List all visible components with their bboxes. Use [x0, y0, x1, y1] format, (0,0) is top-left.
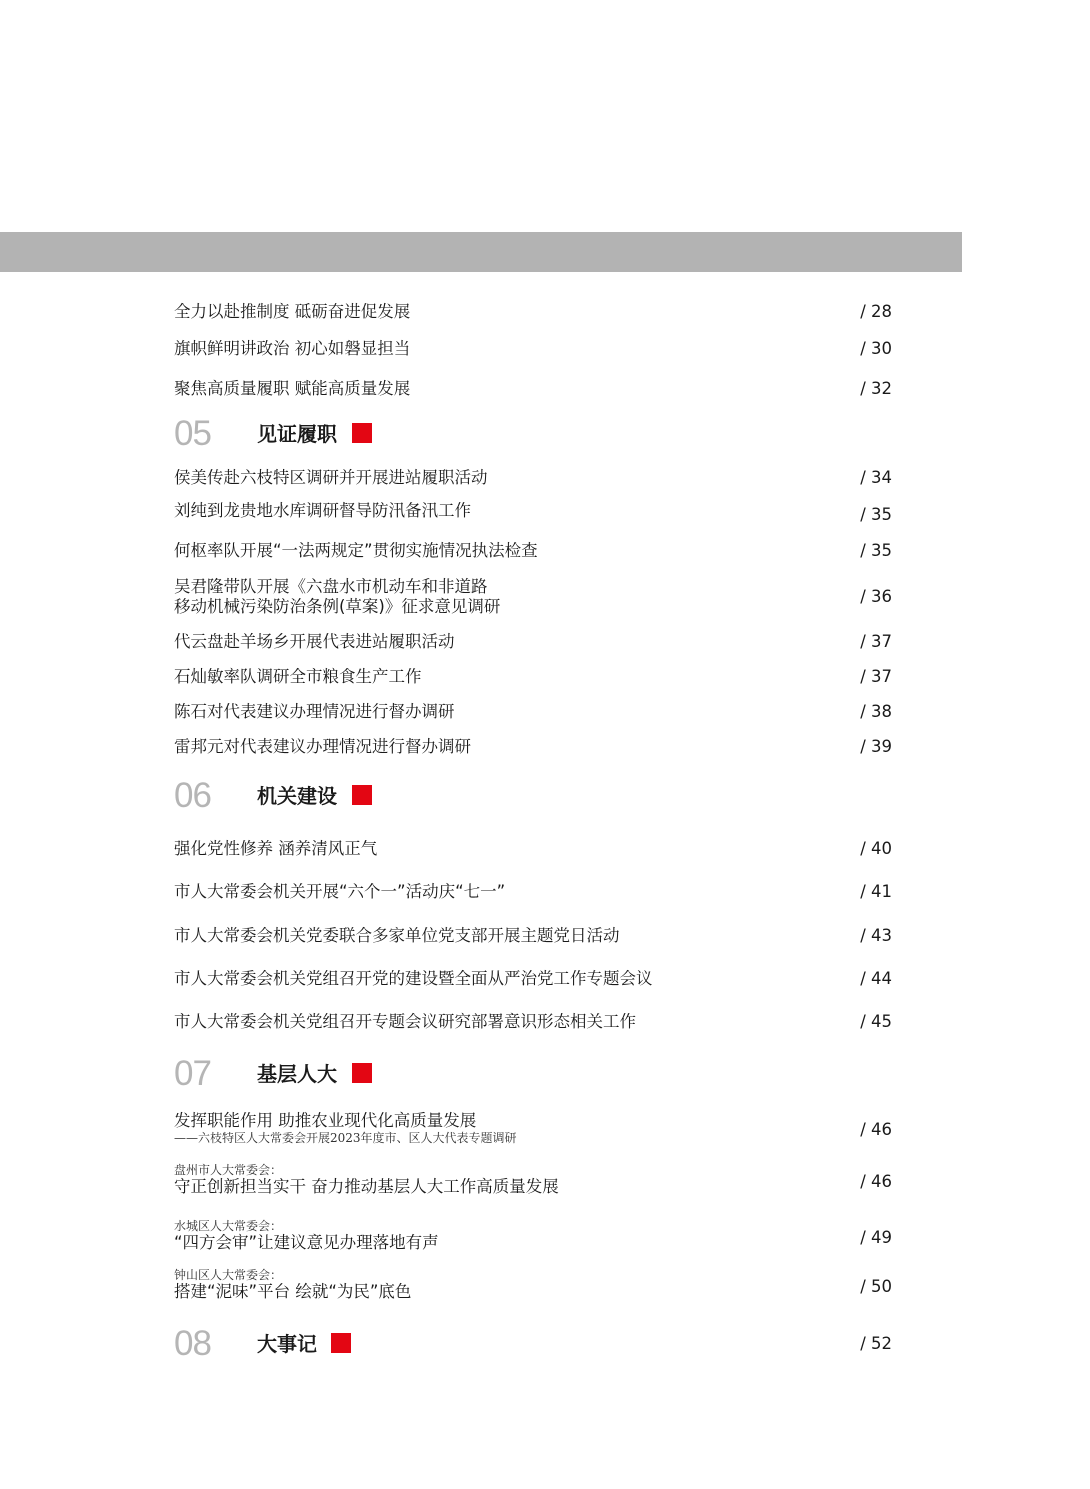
entry-page: / 36 [860, 587, 892, 606]
entry-title: 守正创新担当实干 奋力推动基层人大工作高质量发展 [174, 1177, 559, 1196]
toc-entry[interactable] [174, 1163, 892, 1197]
entry-page: / 35 [860, 541, 892, 560]
red-square-icon [352, 785, 372, 805]
entry-title: 全力以赴推制度 砥砺奋进促发展 [174, 302, 411, 321]
toc-entry[interactable] [174, 667, 892, 687]
toc-entry[interactable] [174, 839, 892, 859]
section-06-header [174, 776, 474, 816]
entry-kicker: 钟山区人大常委会： [174, 1268, 283, 1282]
entry-page: / 37 [860, 667, 892, 686]
toc-entry[interactable] [174, 1012, 892, 1032]
toc-entry[interactable] [174, 926, 892, 946]
entry-page: / 32 [860, 379, 892, 398]
entry-title: 代云盘赴羊场乡开展代表进站履职活动 [174, 632, 455, 651]
entry-page: / 30 [860, 339, 892, 358]
toc-entry[interactable] [174, 577, 892, 617]
section-08-page: / 52 [860, 1334, 892, 1353]
entry-title: 吴君隆带队开展《六盘水市机动车和非道路 [174, 577, 488, 596]
toc-entry[interactable] [174, 1111, 892, 1145]
toc-entry[interactable] [174, 339, 892, 359]
entry-page: / 49 [860, 1228, 892, 1247]
entry-page: / 40 [860, 839, 892, 858]
entry-page: / 35 [860, 505, 892, 524]
section-name: 大事记 [257, 1332, 317, 1356]
entry-title: 搭建“泥味”平台 绘就“为民”底色 [174, 1282, 412, 1301]
section-name: 机关建设 [257, 784, 337, 808]
section-number: 07 [174, 1054, 211, 1093]
entry-page: / 46 [860, 1120, 892, 1139]
entry-title: 发挥职能作用 助推农业现代化高质量发展 [174, 1111, 477, 1130]
section-name: 见证履职 [257, 422, 337, 446]
entry-title: 市人大常委会机关开展“六个一”活动庆“七一” [174, 882, 506, 901]
entry-subtitle: ——六枝特区人大常委会开展2023年度市、区人大代表专题调研 [174, 1131, 517, 1145]
section-number: 05 [174, 414, 211, 453]
toc-entry[interactable] [174, 541, 892, 561]
entry-title: 市人大常委会机关党组召开党的建设暨全面从严治党工作专题会议 [174, 969, 653, 988]
entry-title: 刘纯到龙贵地水库调研督导防汛备汛工作 [174, 501, 471, 520]
toc-entry[interactable] [174, 501, 892, 524]
entry-title: “四方会审”让建议意见办理落地有声 [174, 1233, 439, 1252]
entry-title-line2: 移动机械污染防治条例(草案)》征求意见调研 [174, 597, 501, 616]
section-05-header [174, 414, 474, 454]
entry-page: / 44 [860, 969, 892, 988]
entry-title: 何枢率队开展“一法两规定”贯彻实施情况执法检查 [174, 541, 538, 560]
red-square-icon [352, 423, 372, 443]
toc-entry[interactable] [174, 379, 892, 399]
entry-title: 雷邦元对代表建议办理情况进行督办调研 [174, 737, 471, 756]
entry-page: / 43 [860, 926, 892, 945]
entry-title: 旗帜鲜明讲政治 初心如磐显担当 [174, 339, 411, 358]
section-number: 08 [174, 1324, 211, 1363]
toc-entry[interactable] [174, 1219, 892, 1253]
section-name: 基层人大 [257, 1062, 337, 1086]
entry-page: / 28 [860, 302, 892, 321]
toc-entry[interactable] [174, 702, 892, 722]
entry-kicker: 盘州市人大常委会： [174, 1163, 283, 1177]
section-number: 06 [174, 776, 211, 815]
entry-title: 聚焦高质量履职 赋能高质量发展 [174, 379, 411, 398]
entry-page: / 37 [860, 632, 892, 651]
header-gray-band [0, 232, 962, 272]
toc-entry[interactable] [174, 882, 892, 902]
entry-page: / 34 [860, 468, 892, 487]
toc-entry[interactable] [174, 737, 892, 757]
entry-page: / 46 [860, 1172, 892, 1191]
entry-page: / 50 [860, 1277, 892, 1296]
entry-title: 强化党性修养 涵养清风正气 [174, 839, 378, 858]
entry-page: / 45 [860, 1012, 892, 1031]
entry-kicker: 水城区人大常委会： [174, 1219, 283, 1233]
toc-entry[interactable] [174, 1268, 892, 1302]
toc-entry[interactable] [174, 302, 892, 322]
entry-page: / 41 [860, 882, 892, 901]
toc-entry[interactable] [174, 632, 892, 652]
red-square-icon [352, 1063, 372, 1083]
section-07-header [174, 1054, 474, 1094]
entry-title: 陈石对代表建议办理情况进行督办调研 [174, 702, 455, 721]
entry-title: 侯美传赴六枝特区调研并开展进站履职活动 [174, 468, 488, 487]
entry-title: 市人大常委会机关党组召开专题会议研究部署意识形态相关工作 [174, 1012, 636, 1031]
toc-entry[interactable] [174, 468, 892, 488]
entry-title: 市人大常委会机关党委联合多家单位党支部开展主题党日活动 [174, 926, 620, 945]
entry-title: 石灿敏率队调研全市粮食生产工作 [174, 667, 422, 686]
entry-page: / 39 [860, 737, 892, 756]
toc-entry[interactable] [174, 969, 892, 989]
entry-page: / 38 [860, 702, 892, 721]
